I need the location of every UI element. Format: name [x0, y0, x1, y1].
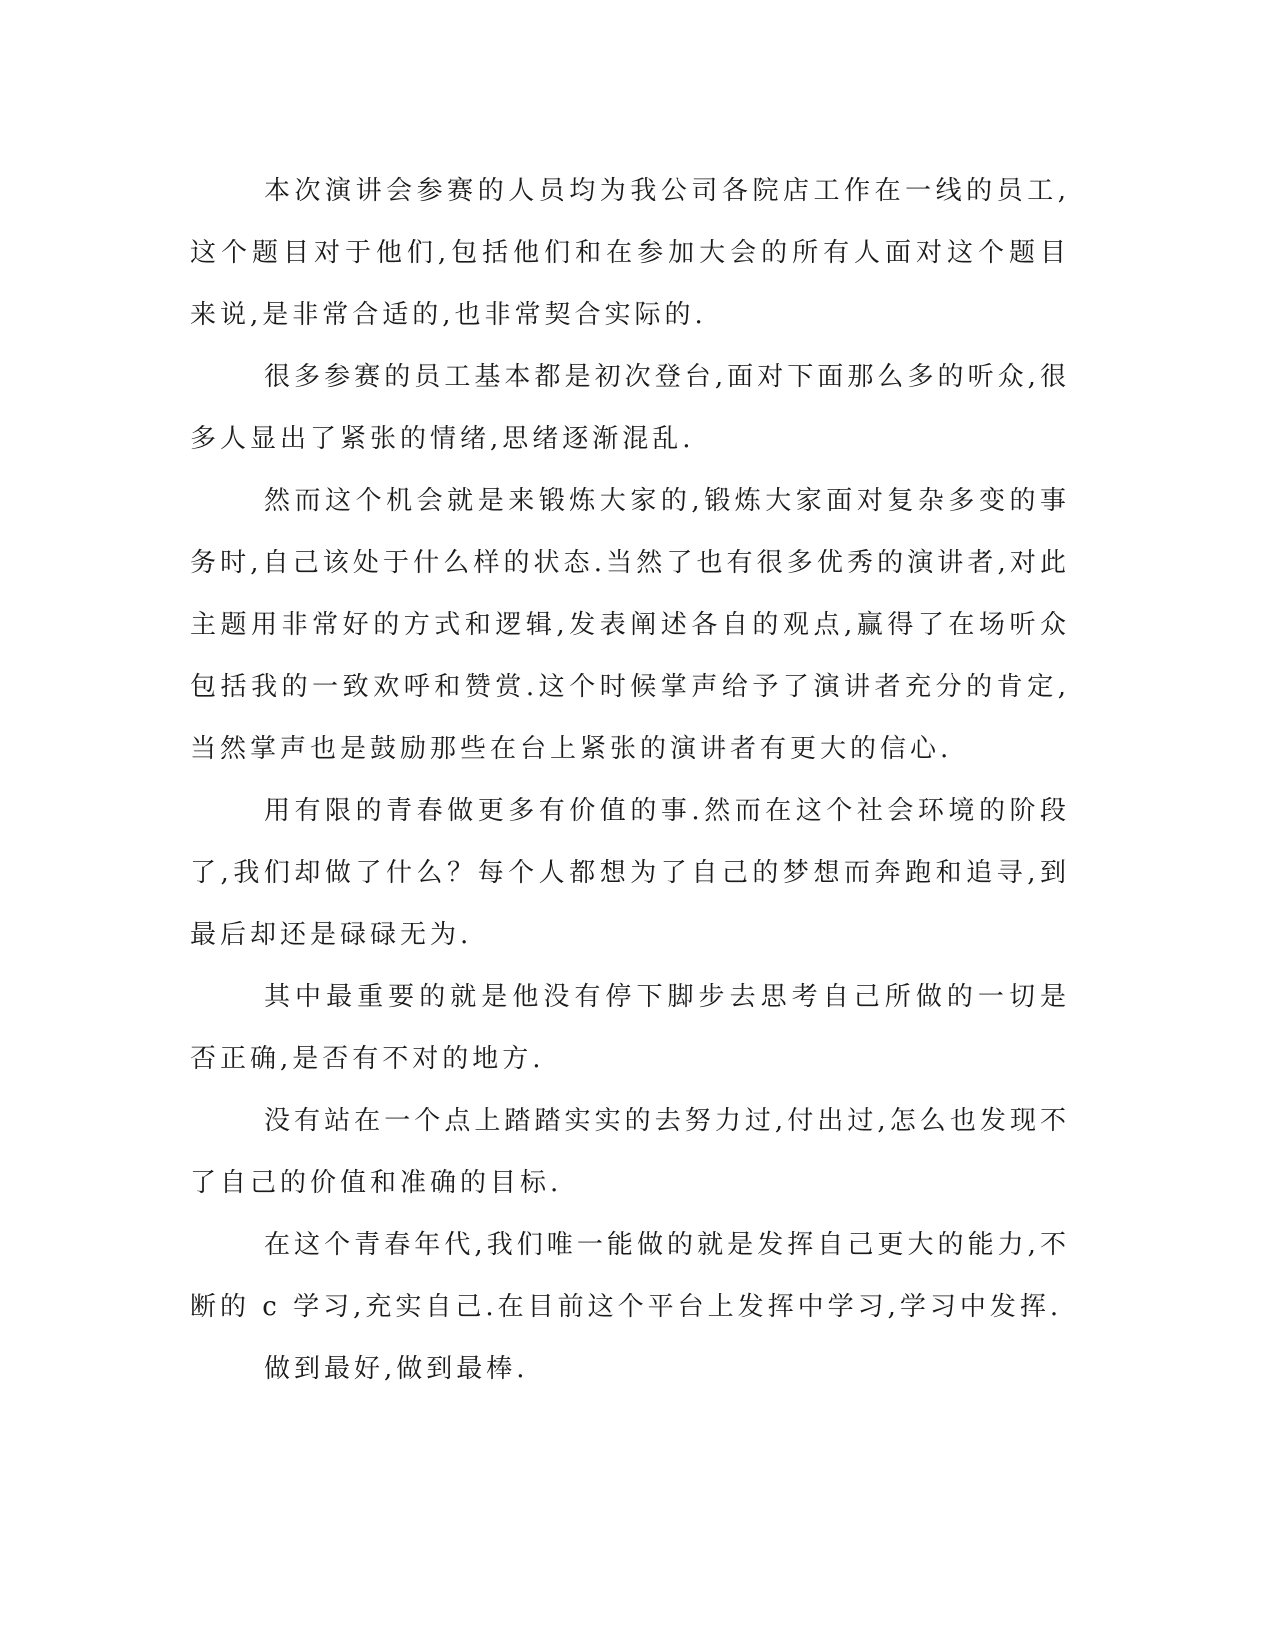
- paragraph-2: 很多参赛的员工基本都是初次登台,面对下面那么多的听众,很多人显出了紧张的情绪,思绪逐渐混乱.: [190, 362, 1070, 454]
- paragraph-4: 用有限的青春做更多有价值的事.然而在这个社会环境的阶段了,我们却做了什么？每个人都想为了自己的梦想而奔跑和追寻,到最后却还是碌碌无为.: [190, 796, 1070, 950]
- paragraph-3: 然而这个机会就是来锻炼大家的,锻炼大家面对复杂多变的事务时,自己该处于什么样的状态.当然了也有很多优秀的演讲者,对此主题用非常好的方式和逻辑,发表阐述各自的观点,赢得了在场听众包括我的一致欢呼和赞赏.这个时候掌声给予了演讲者充分的肯定,当然掌声也是鼓励那些在台上紧张的演讲者有更大的信心.: [190, 486, 1070, 764]
- paragraph-8: 做到最好,做到最棒.: [264, 1354, 529, 1384]
- document-body: [190, 160, 1070, 1400]
- paragraph-6: 没有站在一个点上踏踏实实的去努力过,付出过,怎么也发现不了自己的价值和准确的目标.: [190, 1106, 1070, 1198]
- paragraph-7: 在这个青春年代,我们唯一能做的就是发挥自己更大的能力,不断的 c 学习,充实自己.在目前这个平台上发挥中学习,学习中发挥.: [190, 1230, 1070, 1322]
- paragraph-1: 本次演讲会参赛的人员均为我公司各院店工作在一线的员工,这个题目对于他们,包括他们和在参加大会的所有人面对这个题目来说,是非常合适的,也非常契合实际的.: [190, 176, 1070, 330]
- paragraph-5: 其中最重要的就是他没有停下脚步去思考自己所做的一切是否正确,是否有不对的地方.: [190, 982, 1070, 1074]
